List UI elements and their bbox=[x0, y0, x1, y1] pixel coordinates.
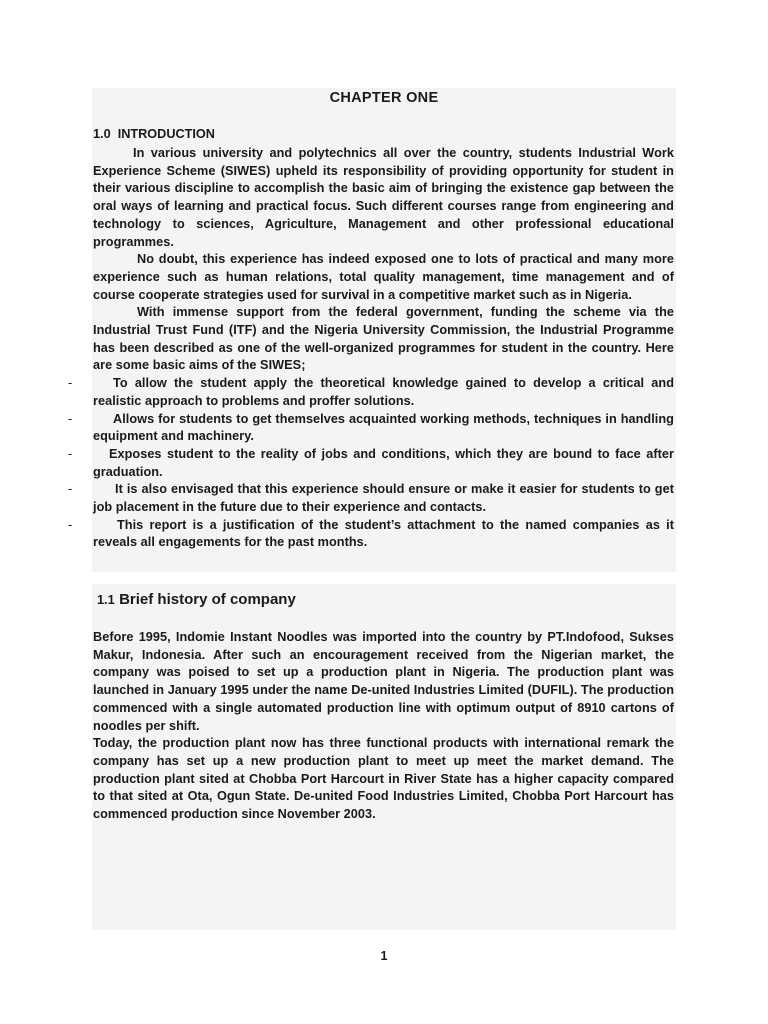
history-body bbox=[93, 629, 674, 824]
intro-paragraph: In various university and polytechnics all over the country, students Industrial Work Experience Scheme (SIWES) upheld its responsibility of providing opportunity for student in their various discipline to accomplish the basic aim of bringing the existence gap between the oral ways of learning and practical focus. Such different courses range from engineering and technology to sciences, Agriculture, Management and other professional educational programmes. bbox=[93, 146, 674, 249]
history-heading-title: Brief history of company bbox=[119, 591, 296, 608]
intro-body bbox=[68, 145, 674, 552]
history-heading-number: 1.1 bbox=[97, 593, 115, 607]
bullet-dash: - bbox=[68, 446, 73, 461]
bullet-dash: - bbox=[68, 411, 73, 426]
chapter-title: CHAPTER ONE bbox=[329, 90, 439, 106]
intro-heading-title: INTRODUCTION bbox=[117, 127, 215, 141]
bullet-dash: - bbox=[68, 482, 73, 497]
intro-heading-number: 1.0 bbox=[93, 127, 111, 141]
history-heading bbox=[97, 591, 296, 609]
history-paragraph: Today, the production plant now has three functional products with international remark the company has set up a new production plant to meet up meet the market demand. The production plant sited at Chobba Port Harcourt in River State has a higher capacity compared to that sited at Ota, Ogun State. De-united Food Industries Limited, Chobba Port Harcourt has commenced production since November 2003. bbox=[93, 736, 674, 822]
aim-text: Allows for students to get themselves acquainted working methods, techniques in handling equipment and machinery. bbox=[93, 411, 674, 444]
aim-list-item bbox=[68, 481, 674, 516]
intro-paragraph: With immense support from the federal government, funding the scheme via the Industrial Trust Fund (ITF) and the Nigeria University Commission, the Industrial Programme has been described as one of the well-organized programmes for student in the country. Here are some basic aims of the SIWES; bbox=[93, 305, 674, 373]
intro-heading bbox=[93, 127, 215, 141]
bullet-dash: - bbox=[68, 376, 73, 391]
aim-text: This report is a justification of the student’s attachment to the named companies as it reveals all engagements for the past months. bbox=[93, 517, 674, 550]
aim-list-item bbox=[68, 411, 674, 446]
siwes-aims-list bbox=[68, 375, 674, 552]
aim-list-item bbox=[68, 517, 674, 552]
aim-text: To allow the student apply the theoretical knowledge gained to develop a critical and realistic approach to problems and proffer solutions. bbox=[93, 376, 674, 408]
aim-list-item bbox=[68, 375, 674, 410]
history-paragraph: Before 1995, Indomie Instant Noodles was imported into the country by PT.Indofood, Sukses Makur, Indonesia. After such an encouragement received from the Nigerian market, the company was poised to set up a production plant in Nigeria. The production plant was launched in January 1995 under the name De-united Industries Limited (DUFIL). The production commenced with a single automated production line with optimum output of 8910 cartons of noodles per shift. bbox=[93, 630, 674, 733]
aim-text: Exposes student to the reality of jobs and conditions, which they are bound to face after graduation. bbox=[93, 446, 674, 479]
page-number: 1 bbox=[380, 949, 388, 963]
intro-paragraph: No doubt, this experience has indeed exposed one to lots of practical and many more experience such as human relations, total quality management, time management and of course cooperate strategies used for survival in a competitive market such as in Nigeria. bbox=[93, 252, 674, 302]
aim-text: It is also envisaged that this experience should ensure or make it easier for students to get job placement in the future due to their experience and contacts. bbox=[93, 482, 674, 515]
bullet-dash: - bbox=[68, 517, 73, 532]
aim-list-item bbox=[68, 446, 674, 481]
